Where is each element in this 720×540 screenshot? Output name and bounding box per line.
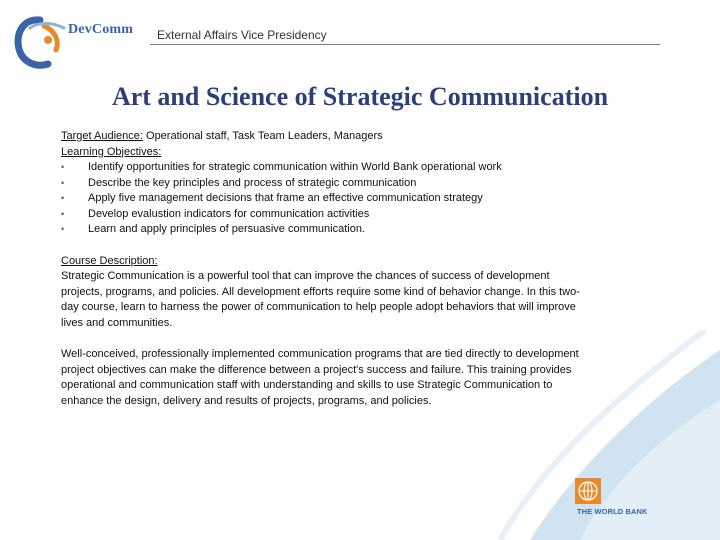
department-header: External Affairs Vice Presidency: [157, 28, 327, 42]
bullet-icon: •: [61, 208, 65, 219]
learning-objectives-list: [61, 160, 581, 238]
devcomm-logo-text: DevComm: [68, 22, 134, 37]
list-item: • Describe the key principles and process of strategic communication: [61, 176, 581, 192]
bullet-icon: •: [61, 193, 65, 203]
page-title: Art and Science of Strategic Communication: [111, 82, 609, 111]
list-item: • Learn and apply principles of persuasive communication.: [61, 222, 581, 238]
target-audience: [61, 129, 581, 145]
course-description-label: Course Description:: [61, 254, 158, 267]
learning-objectives-label: Learning Objectives:: [61, 145, 162, 158]
course-description-paragraph-2: Well-conceived, professionally implemented communication programs that are tied directly to development project objectives can make the difference between a project's success and failure. This training provides operational and communication staff with understanding and skills to use Strategic Communication to enhance the design, delivery and results of projects, programs, and policies.: [61, 348, 579, 407]
target-audience-text: Operational staff, Task Team Leaders, Managers: [142, 130, 383, 142]
devcomm-logo-icon: [8, 6, 138, 76]
spacer: [61, 238, 581, 254]
target-audience-label: Target Audience:: [61, 130, 143, 142]
list-item: • Apply five management decisions that frame an effective communication strategy: [61, 191, 581, 207]
bullet-icon: •: [61, 224, 65, 234]
header-divider: [150, 44, 660, 45]
list-item: • Identify opportunities for strategic communication within World Bank operational work: [61, 160, 581, 176]
course-description-paragraph-1: Strategic Communication is a powerful tool that can improve the chances of success of development projects, programs, and policies. All development efforts require some kind of behavior change. In this two-day course, learn to harness the power of communication to help people adopt behaviors that will improve lives and communities.: [61, 270, 580, 329]
bullet-icon: •: [61, 162, 65, 172]
world-bank-logo-text: THE WORLD BANK: [577, 507, 648, 516]
list-item: • Develop evalustion indicators for communication activities: [61, 207, 581, 223]
bullet-icon: •: [61, 177, 65, 188]
